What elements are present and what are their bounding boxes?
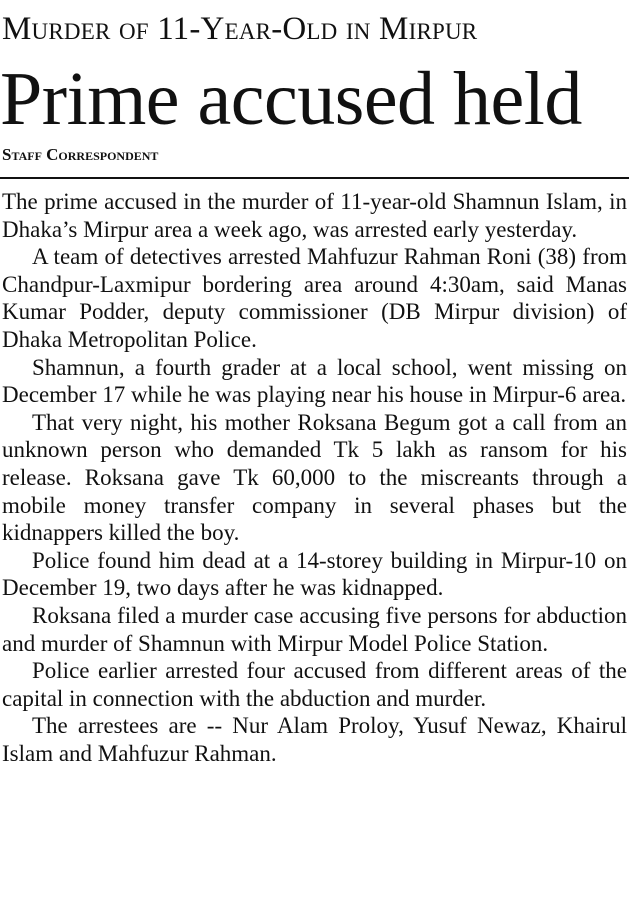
article-paragraph: Police found him dead at a 14-storey building in Mirpur-10 on December 19, two days after he was kidnapped. <box>2 547 627 601</box>
article-paragraph: Shamnun, a fourth grader at a local school, went missing on December 17 while he was playing near his house in Mirpur-6 area. <box>2 354 627 408</box>
article-paragraph: The arrestees are -- Nur Alam Proloy, Yusuf Newaz, Khairul Islam and Mahfuzur Rahman. <box>2 713 627 766</box>
article-paragraph: A team of detectives arrested Mahfuzur Rahman Roni (38) from Chandpur-Laxmipur bordering area around 4:30am, said Manas Kumar Podder, deputy commissioner (DB Mirpur division) of Dhaka Metropolitan Police. <box>2 244 627 352</box>
article-kicker: Murder of 11-Year-Old in Mirpur <box>2 11 478 47</box>
byline-divider <box>0 177 629 179</box>
article-paragraph: The prime accused in the murder of 11-year-old Shamnun Islam, in Dhaka’s Mirpur area a week ago, was arrested early yesterday. <box>2 189 627 242</box>
article-headline: Prime accused held <box>0 57 582 141</box>
article-byline: Staff Correspondent <box>2 145 159 164</box>
article-paragraph: Police earlier arrested four accused from different areas of the capital in connection with the abduction and murder. <box>2 658 627 711</box>
article-paragraph: Roksana filed a murder case accusing five persons for abduction and murder of Shamnun with Mirpur Model Police Station. <box>2 602 627 656</box>
article-body <box>2 188 627 767</box>
article-paragraph: That very night, his mother Roksana Begum got a call from an unknown person who demanded Tk 5 lakh as ransom for his release. Roksana gave Tk 60,000 to the miscreants through a mobile money transfer company in several phases but the kidnappers killed the boy. <box>2 409 627 546</box>
